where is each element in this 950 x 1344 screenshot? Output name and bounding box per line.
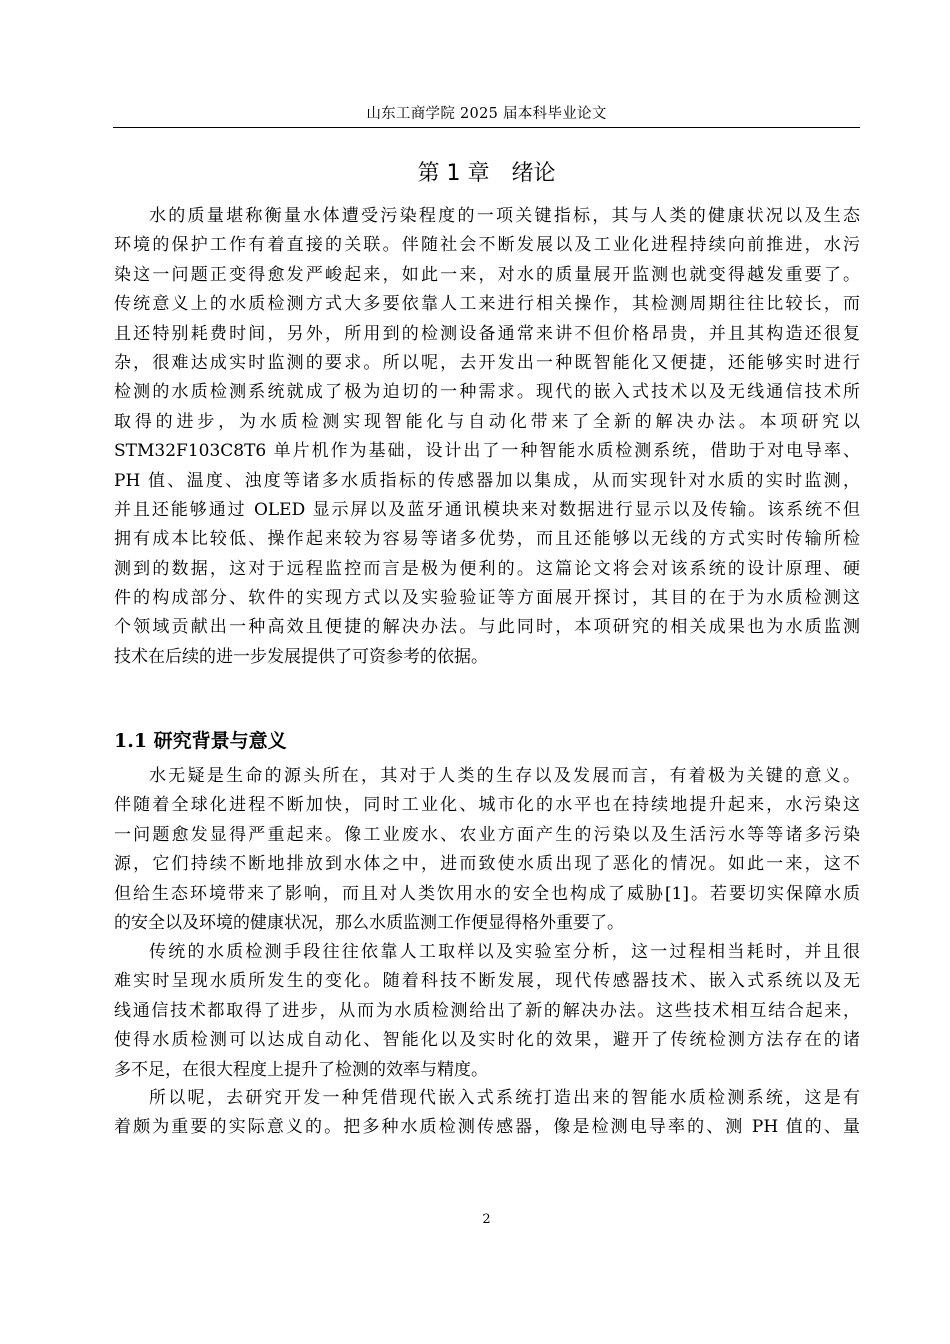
text-line: 环境的保护工作有着直接的关联。伴随社会不断发展以及工业化进程持续向前推进，水污 [114,235,860,256]
chapter-title: 第 1 章 绪论 [417,161,556,186]
intro-paragraph [114,202,860,672]
text-line: STM32F103C8T6 单片机作为基础，设计出了一种智能水质检测系统，借助于对电导率、 [114,441,860,462]
text-line: 检测的水质检测系统就成了极为迫切的一种需求。现代的嵌入式技术以及无线通信技术所 [114,382,860,403]
text-line: 但给生态环境带来了影响，而且对人类饮用水的安全也构成了威胁[1]。若要切实保障水质 [114,883,860,904]
section-paragraph-1 [114,762,860,938]
text-line: 使得水质检测可以达成自动化、智能化以及实时化的效果，避开了传统检测方法存在的诸 [114,1030,860,1051]
text-line: 水无疑是生命的源头所在，其对于人类的生存以及发展而言，有着极为关键的意义。 [149,766,860,786]
text-line: 伴随着全球化进程不断加快，同时工业化、城市化的水平也在持续地提升起来，水污染这 [114,795,860,816]
text-line: 一问题愈发显得严重起来。像工业废水、农业方面产生的污染以及生活污水等等诸多污染 [114,824,860,845]
text-line: 的安全以及环境的健康状况，那么水质监测工作便显得格外重要了。 [114,912,624,933]
text-line: 线通信技术都取得了进步，从而为水质检测给出了新的解决办法。这些技术相互结合起来， [114,1000,860,1021]
text-line: 水的质量堪称衡量水体遭受污染程度的一项关键指标，其与人类的健康状况以及生态 [149,206,860,226]
text-line: 多不足，在很大程度上提升了检测的效率与精度。 [114,1059,488,1080]
text-line: 源，它们持续不断地排放到水体之中，进而致使水质出现了恶化的情况。如此一来，这不 [114,854,860,875]
section-heading: 1.1 研究背景与意义 [114,730,287,752]
text-line: 难实时呈现水质所发生的变化。随着科技不断发展，现代传感器技术、嵌入式系统以及无 [114,971,860,992]
section-paragraph-3 [114,1084,860,1143]
text-line: 且还特别耗费时间，另外，所用到的检测设备通常来讲不但价格昂贵，并且其构造还很复 [114,323,860,344]
text-line: 着颇为重要的实际意义的。把多种水质检测传感器，像是检测电导率的、测 PH 值的、量 [114,1117,860,1138]
text-line: 测到的数据，这对于远程监控而言是极为便利的。这篇论文将会对该系统的设计原理、硬 [114,558,860,579]
text-line: 技术在后续的进一步发展提供了可资参考的依据。 [114,646,488,667]
text-line: PH 值、温度、浊度等诸多水质指标的传感器加以集成，从而实现针对水质的实时监测， [114,470,860,491]
running-header: 山东工商学院 2025 届本科毕业论文 [366,106,607,122]
section-paragraph-2 [114,938,860,1085]
text-line: 取得的进步，为水质检测实现智能化与自动化带来了全新的解决办法。本项研究以 [114,411,860,432]
text-line: 杂，很难达成实时监测的要求。所以呢，去开发出一种既智能化又便捷，还能够实时进行 [114,352,860,373]
text-line: 个领域贡献出一种高效且便捷的解决办法。与此同时，本项研究的相关成果也为水质监测 [114,617,860,638]
text-line: 传统的水质检测手段往往依靠人工取样以及实验室分析，这一过程相当耗时，并且很 [149,942,860,962]
page-number: 2 [482,1212,491,1227]
text-line: 所以呢，去研究开发一种凭借现代嵌入式系统打造出来的智能水质检测系统，这是有 [149,1088,860,1108]
text-line: 并且还能够通过 OLED 显示屏以及蓝牙通讯模块来对数据进行显示以及传输。该系统不但 [114,499,860,520]
text-line: 件的构成部分、软件的实现方式以及实验验证等方面展开探讨，其目的在于为水质检测这 [114,588,860,609]
text-line: 染这一问题正变得愈发严峻起来，如此一来，对水的质量展开监测也就变得越发重要了。 [114,264,860,285]
text-line: 拥有成本比较低、操作起来较为容易等诸多优势，而且还能够以无线的方式实时传输所检 [114,529,860,550]
text-line: 传统意义上的水质检测方式大多要依靠人工来进行相关操作，其检测周期往往比较长，而 [114,294,860,315]
header-divider [113,127,860,128]
